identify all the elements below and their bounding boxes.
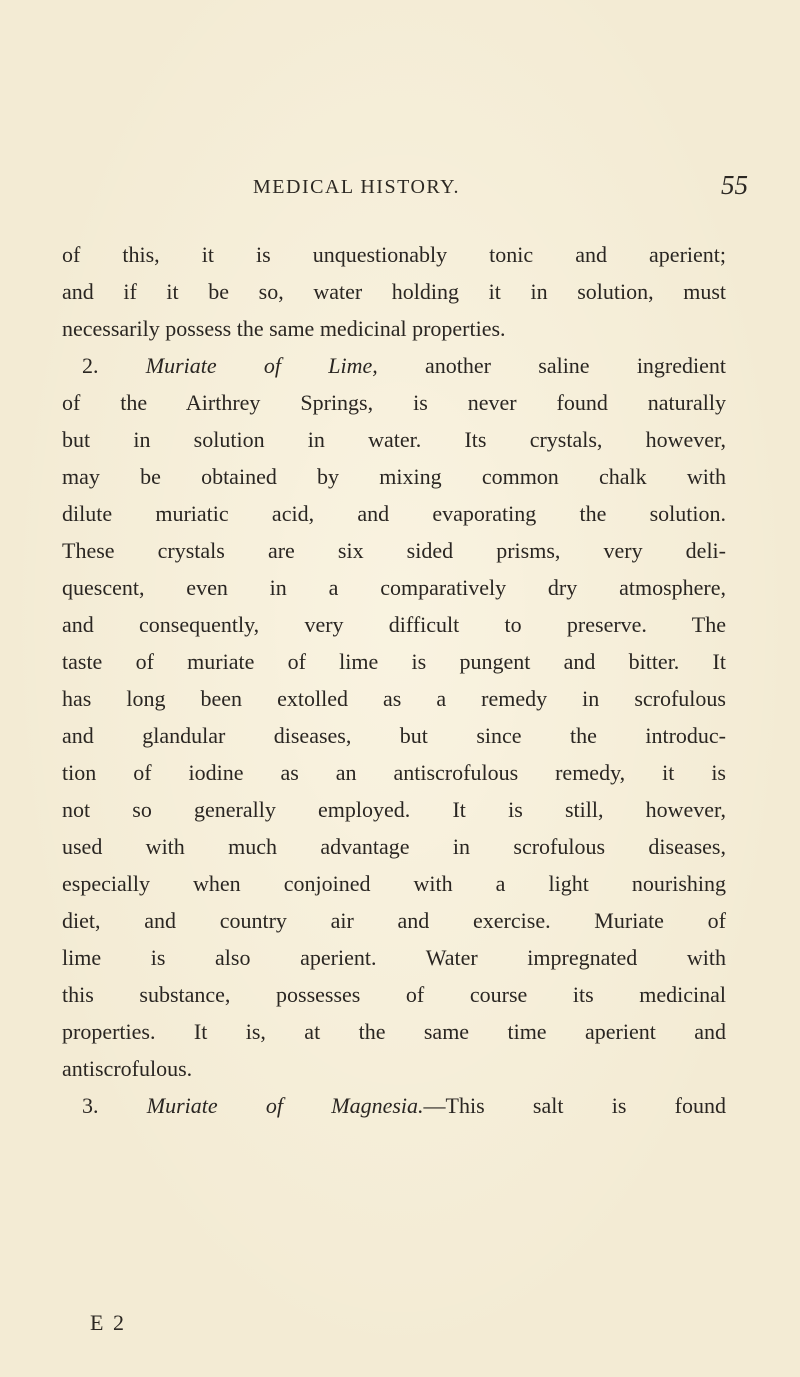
running-head (60, 170, 754, 204)
line-text: but in solution in water. Its crystals, however, (62, 427, 726, 452)
text-line (62, 1013, 726, 1050)
text-line (62, 754, 726, 791)
text-line (62, 939, 726, 976)
line-text: especially when conjoined with a light nourishing (62, 871, 726, 896)
line-text: of this, it is unquestionably tonic and aperient; (62, 242, 726, 267)
running-title: MEDICAL HISTORY. (253, 176, 460, 198)
text-line (62, 791, 726, 828)
line-text: may be obtained by mixing common chalk with (62, 464, 726, 489)
section-number: 2. (82, 353, 99, 378)
line-text: has long been extolled as a remedy in scrofulous (62, 686, 726, 711)
line-text: not so generally employed. It is still, however, (62, 797, 726, 822)
text-line (62, 976, 726, 1013)
line-text: and glandular diseases, but since the introduc- (62, 723, 726, 748)
line-text: dilute muriatic acid, and evaporating the solution. (62, 501, 726, 526)
page-number: 55 (721, 170, 748, 200)
text-line (62, 495, 726, 532)
text-line (62, 310, 726, 347)
line-text: antiscrofulous. (62, 1056, 193, 1081)
line-text: diet, and country air and exercise. Muriate of (62, 908, 726, 933)
text-line (62, 384, 726, 421)
line-text: lime is also aperient. Water impregnated with (62, 945, 726, 970)
text-line (62, 680, 726, 717)
text-line (62, 1050, 726, 1087)
section-heading: Muriate of Magnesia. (146, 1093, 424, 1118)
text-line (62, 458, 726, 495)
text-line (62, 717, 726, 754)
section-heading: Muriate of Lime, (145, 353, 378, 378)
line-text: of the Airthrey Springs, is never found naturally (62, 390, 726, 415)
line-text: and if it be so, water holding it in solution, must (62, 279, 726, 304)
text-line (62, 1087, 726, 1124)
line-text: another saline ingredient (425, 353, 727, 378)
text-line (62, 421, 726, 458)
line-text: tion of iodine as an antiscrofulous remedy, it is (62, 760, 726, 785)
line-text: These crystals are six sided prisms, very deli- (62, 538, 726, 563)
text-line (62, 347, 726, 384)
text-line (62, 532, 726, 569)
text-line (62, 606, 726, 643)
text-line (62, 643, 726, 680)
text-line (62, 902, 726, 939)
text-line (62, 273, 726, 310)
line-text: and consequently, very difficult to preserve. The (62, 612, 726, 637)
text-line (62, 828, 726, 865)
signature-mark: E 2 (90, 1310, 126, 1335)
body-text (62, 236, 726, 1124)
line-text: quescent, even in a comparatively dry atmosphere, (62, 575, 726, 600)
line-text: taste of muriate of lime is pungent and bitter. It (62, 649, 726, 674)
line-text: this substance, possesses of course its medicinal (62, 982, 726, 1007)
text-line (62, 865, 726, 902)
line-text: —This salt is found (423, 1093, 726, 1118)
line-text: used with much advantage in scrofulous diseases, (62, 834, 726, 859)
text-line (62, 569, 726, 606)
text-line (62, 236, 726, 273)
line-text: properties. It is, at the same time aperient and (62, 1019, 726, 1044)
line-text: necessarily possess the same medicinal properties. (62, 316, 506, 341)
section-number: 3. (82, 1093, 99, 1118)
